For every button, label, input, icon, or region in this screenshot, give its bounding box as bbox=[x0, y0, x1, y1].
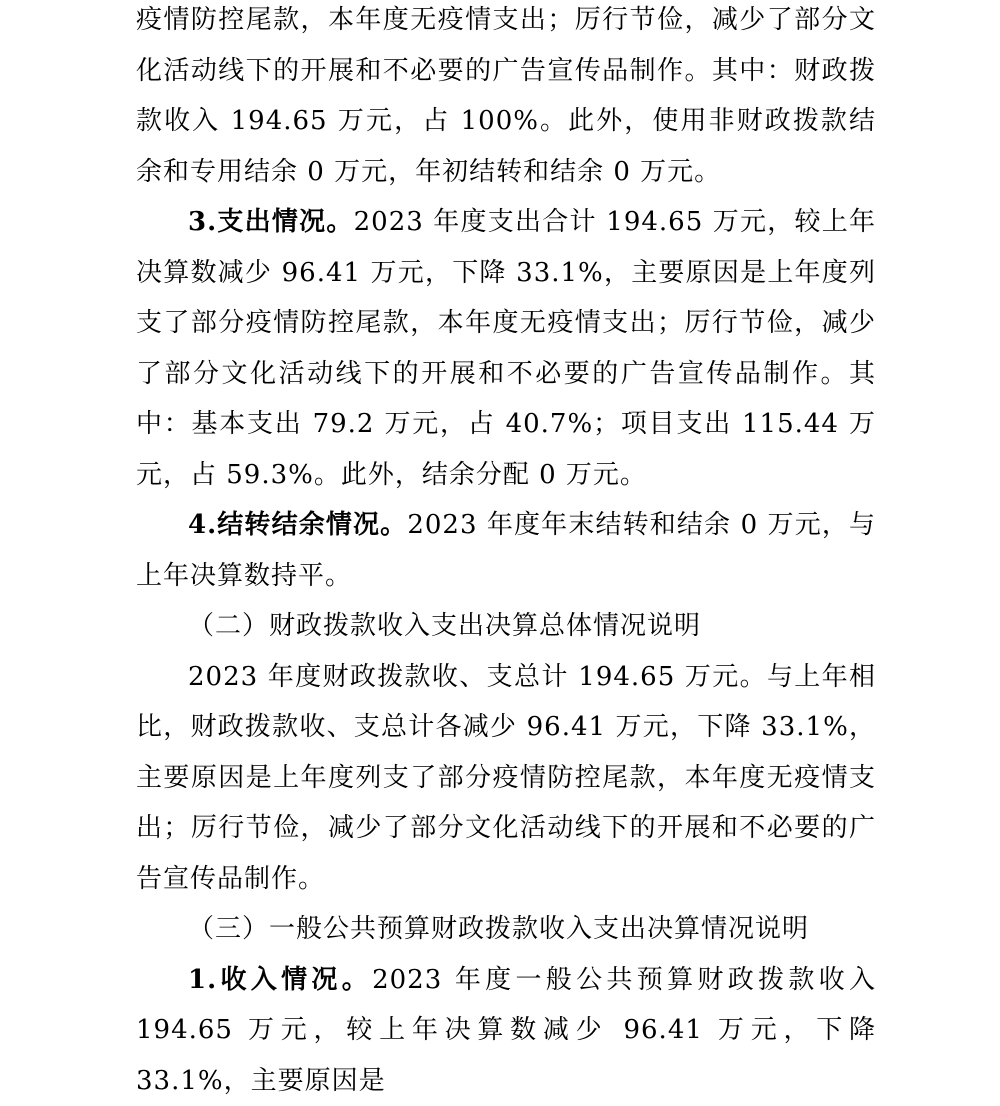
section-heading-2: （二）财政拨款收入支出决算总体情况说明 bbox=[136, 601, 876, 652]
paragraph-text: 2023 年度财政拨款收、支总计 194.65 万元。与上年相比，财政拨款收、支总计各减少 96.41 万元，下降 33.1%，主要原因是上年度列支了部分疫情防控尾款，本年度无疫情支出；厉行节俭，减少了部分文化活动线下的开展和不必要的广告宣传品制作。 bbox=[136, 662, 876, 894]
document-body bbox=[136, 0, 876, 1106]
paragraph-lead: 3.支出情况。 bbox=[188, 207, 354, 237]
paragraph-carryover bbox=[136, 500, 876, 601]
paragraph-income-continued bbox=[136, 0, 876, 197]
paragraph-text: 2023 年度支出合计 194.65 万元，较上年决算数减少 96.41 万元，下降 33.1%，主要原因是上年度列支了部分疫情防控尾款，本年度无疫情支出；厉行节俭，减少了部分文化活动线下的开展和不必要的广告宣传品制作。其中：基本支出 79.2 万元，占 40.7%；项目支出 115.44 万元，占 59.3%。此外，结余分配 0 万元。 bbox=[136, 207, 876, 490]
section-heading-3: （三）一般公共预算财政拨款收入支出决算情况说明 bbox=[136, 904, 876, 955]
paragraph-text: 疫情防控尾款，本年度无疫情支出；厉行节俭，减少了部分文化活动线下的开展和不必要的广告宣传品制作。其中：财政拨款收入 194.65 万元，占 100%。此外，使用非财政拨款结余和专用结余 0 万元，年初结转和结余 0 万元。 bbox=[136, 5, 876, 187]
paragraph-fiscal-total bbox=[136, 652, 876, 905]
paragraph-general-budget-income bbox=[136, 955, 876, 1106]
paragraph-text: 2023 年度年末结转和结余 0 万元，与上年决算数持平。 bbox=[136, 510, 876, 591]
paragraph-lead: 4.结转结余情况。 bbox=[188, 510, 407, 540]
paragraph-expenditure bbox=[136, 197, 876, 500]
paragraph-text: 2023 年度一般公共预算财政拨款收入 194.65 万元，较上年决算数减少 96.41 万元，下降 33.1%，主要原因是 bbox=[136, 965, 876, 1096]
paragraph-lead: 1.收入情况。 bbox=[188, 965, 372, 995]
